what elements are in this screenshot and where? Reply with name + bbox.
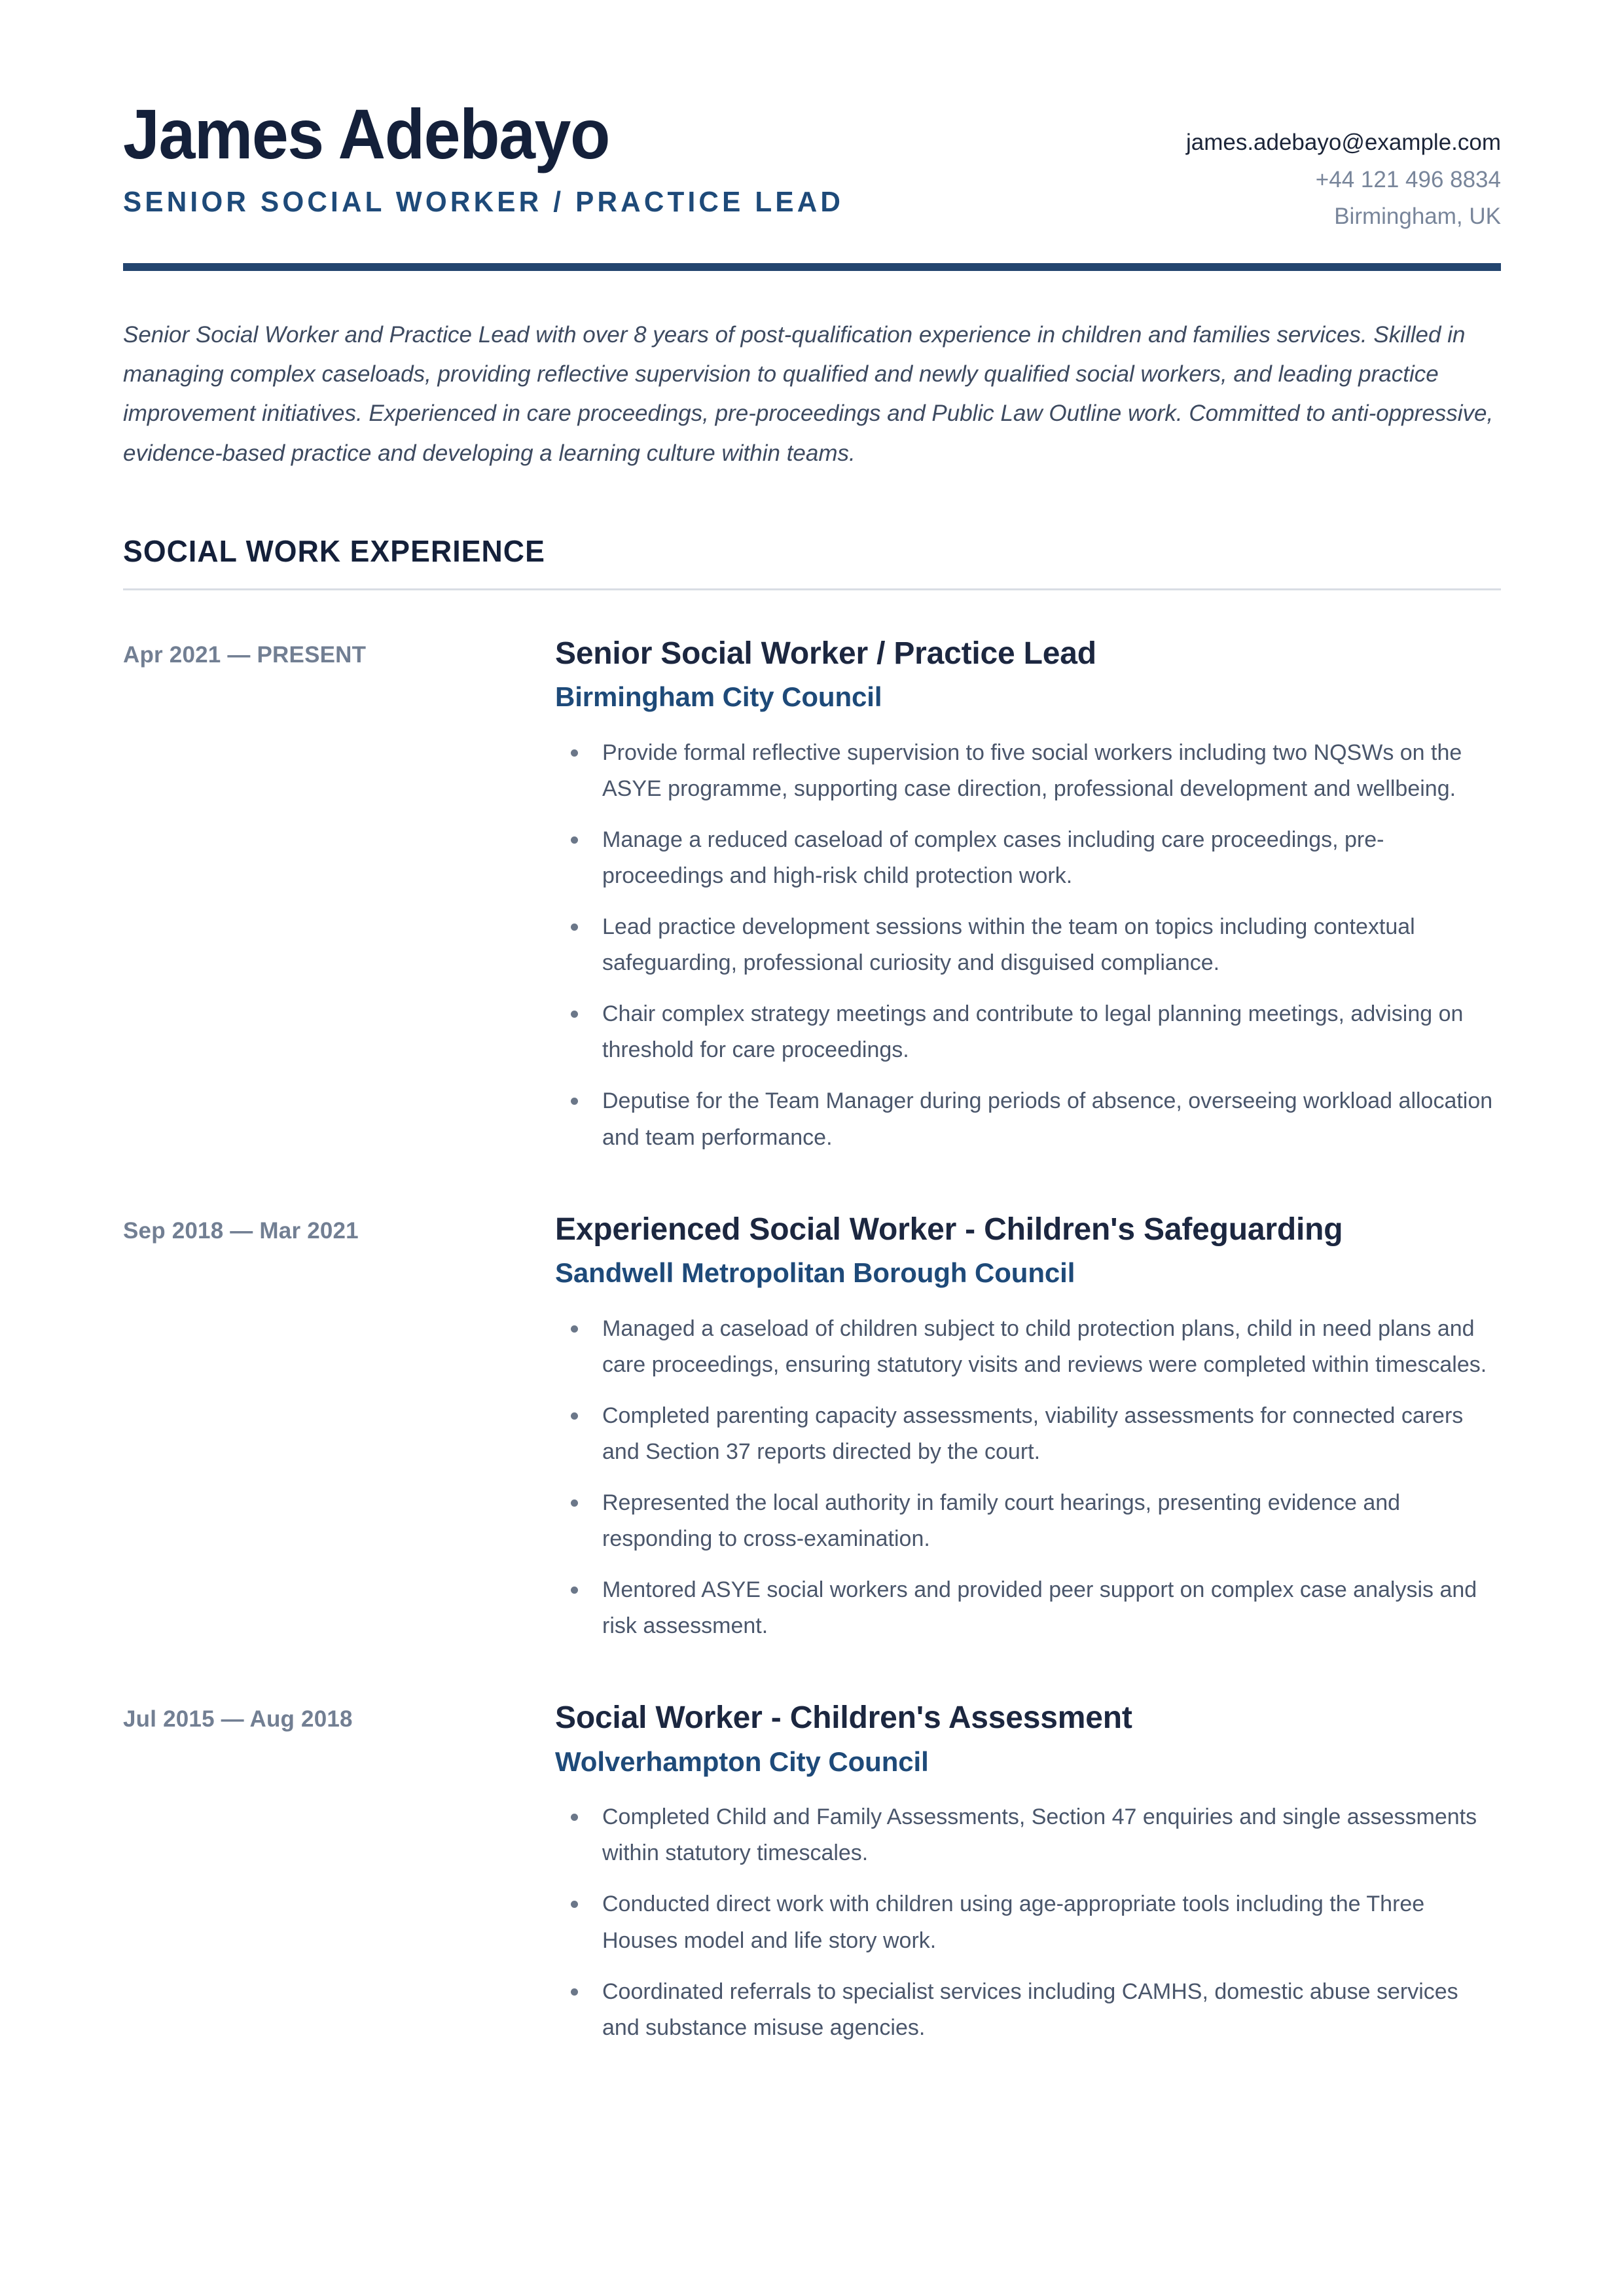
entry-bullet-list <box>555 735 1501 1156</box>
experience-entry <box>123 1698 1501 2046</box>
entry-bullet: Completed parenting capacity assessments, viability assessments for connected carers and Section 37 reports directed by the court. <box>555 1398 1501 1470</box>
entry-organisation: Sandwell Metropolitan Borough Council <box>555 1257 1075 1289</box>
entry-bullet: Lead practice development sessions within the team on topics including contextual safeguarding, professional curiosity and disguised compliance. <box>555 909 1501 981</box>
entry-job-title: Experienced Social Worker - Children's Safeguarding <box>555 1211 1343 1247</box>
entry-bullet: Provide formal reflective supervision to five social workers including two NQSWs on the ASYE programme, supporting case direction, professional development and wellbeing. <box>555 735 1501 807</box>
entry-bullet: Chair complex strategy meetings and contribute to legal planning meetings, advising on threshold for care proceedings. <box>555 996 1501 1068</box>
professional-summary: Senior Social Worker and Practice Lead with over 8 years of post-qualification experience in children and families services. Skilled in managing complex caseloads, providing reflective supervision to qualified and newly qualified social workers, and leading practice improvement initiatives. Experienced in care proceedings, pre-proceedings and Public Law Outline work. Committed to anti-oppressive, evidence-based practice and developing a learning culture within teams. <box>123 322 1494 466</box>
contact-phone[interactable]: +44 121 496 8834 <box>1315 166 1501 192</box>
experience-entry-list <box>123 634 1501 2046</box>
contact-email[interactable]: james.adebayo@example.com <box>1185 130 1501 155</box>
entry-bullet: Mentored ASYE social workers and provided peer support on complex case analysis and risk assessment. <box>555 1572 1501 1644</box>
entry-bullet: Deputise for the Team Manager during periods of absence, overseeing workload allocation and team performance. <box>555 1083 1501 1155</box>
entry-bullet: Coordinated referrals to specialist services including CAMHS, domestic abuse services and substance misuse agencies. <box>555 1974 1501 2046</box>
header-identity <box>123 94 1153 219</box>
experience-section <box>123 533 1501 2046</box>
entry-bullet-list <box>555 1311 1501 1645</box>
candidate-tagline: SENIOR SOCIAL WORKER / PRACTICE LEAD <box>123 186 844 219</box>
contact-block <box>1153 98 1501 236</box>
entry-details <box>555 1698 1501 2046</box>
entry-bullet: Manage a reduced caseload of complex cases including care proceedings, pre-proceedings and high-risk child protection work. <box>555 822 1501 894</box>
entry-organisation: Wolverhampton City Council <box>555 1746 929 1777</box>
contact-location: Birmingham, UK <box>1334 204 1501 230</box>
experience-entry <box>123 1210 1501 1645</box>
header-divider <box>123 263 1501 271</box>
candidate-name: James Adebayo <box>123 94 609 173</box>
entry-bullet-list <box>555 1799 1501 2045</box>
entry-details <box>555 634 1501 1156</box>
entry-bullet: Managed a caseload of children subject to child protection plans, child in need plans and care proceedings, ensuring statutory visits and reviews were completed within timescales. <box>555 1311 1501 1383</box>
entry-job-title: Senior Social Worker / Practice Lead <box>555 636 1096 671</box>
section-title-experience: SOCIAL WORK EXPERIENCE <box>123 533 545 568</box>
entry-date-range: Sep 2018 — Mar 2021 <box>123 1217 359 1244</box>
resume-header <box>123 0 1501 236</box>
entry-bullet: Represented the local authority in family court hearings, presenting evidence and responding to cross-examination. <box>555 1485 1501 1557</box>
section-divider <box>123 588 1501 590</box>
entry-bullet: Conducted direct work with children using age-appropriate tools including the Three Houses model and life story work. <box>555 1886 1501 1958</box>
entry-details <box>555 1210 1501 1645</box>
entry-organisation: Birmingham City Council <box>555 681 882 713</box>
entry-bullet: Completed Child and Family Assessments, Section 47 enquiries and single assessments within statutory timescales. <box>555 1799 1501 1871</box>
entry-date-range: Jul 2015 — Aug 2018 <box>123 1706 353 1732</box>
entry-job-title: Social Worker - Children's Assessment <box>555 1700 1132 1736</box>
entry-date-range: Apr 2021 — PRESENT <box>123 641 367 668</box>
experience-entry <box>123 634 1501 1156</box>
